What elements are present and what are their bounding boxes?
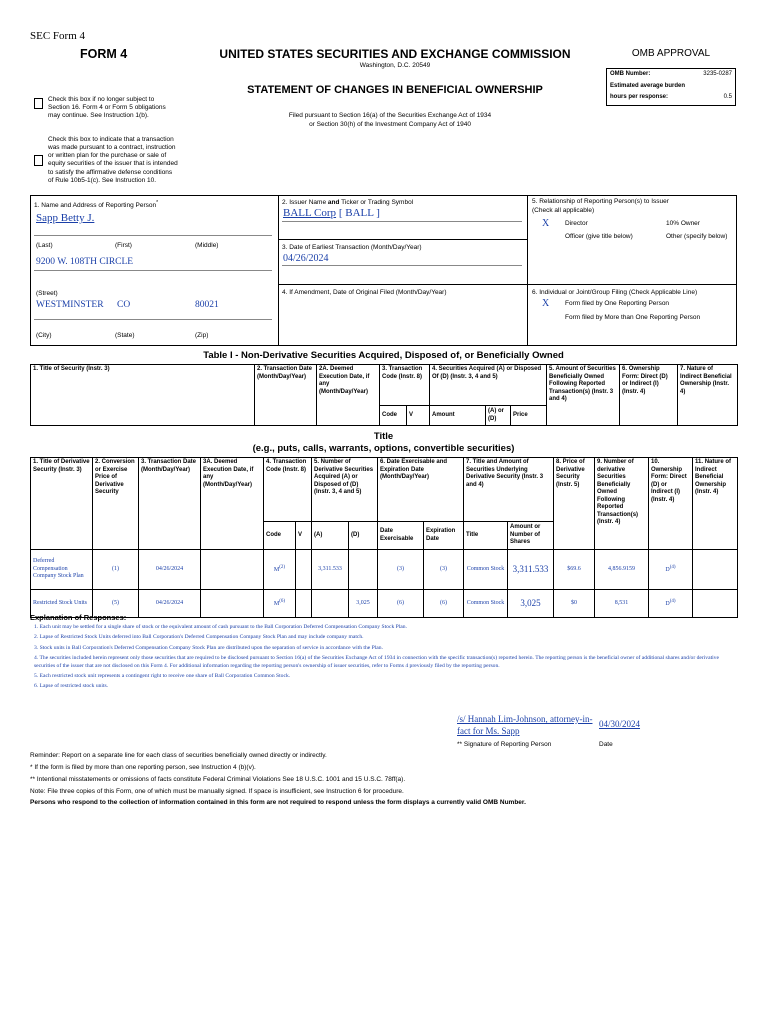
t2-h-underlying: 7. Title and Amount of Securities Underlying Derivative Security (Instr. 3 and 4) (464, 458, 554, 522)
t2-h-price: 8. Price of Derivative Security (Instr. 5) (554, 458, 595, 550)
agency-city: Washington, D.C. 20549 (359, 62, 431, 69)
t2-h-date: 3. Transaction Date (Month/Day/Year) (139, 458, 201, 550)
t1-h-code-sub: Code (380, 406, 407, 426)
t1-h-v: V (407, 406, 430, 426)
table2-title: Title (373, 431, 394, 442)
ten-percent-label: 10% Owner (666, 220, 700, 227)
t2-r0-price: $69.6 (554, 550, 595, 590)
t1-h-code: 3. Transaction Code (Instr. 8) (380, 365, 430, 406)
t2-r0-date: 04/26/2024 (139, 550, 201, 590)
filing-more-label: Form filed by More than One Reporting Person (565, 314, 701, 321)
footnote-star1: * If the form is filed by more than one reporting person, see Instruction 4 (b)(v). (30, 764, 256, 771)
t1-h-date: 2. Transaction Date (Month/Day/Year) (255, 365, 317, 426)
note: Note: File three copies of this Form, one of which must be manually signed. If space is insufficient, see Instruction 6 for procedure. (30, 788, 404, 795)
agency-name: UNITED STATES SECURITIES AND EXCHANGE COMMISSION (219, 47, 571, 61)
t2-r1-nature (693, 590, 738, 618)
t2-h-deemed: 3A. Deemed Execution Date, if any (Month/Day/Year) (201, 458, 264, 550)
t2-r1-exercisable: (6) (378, 590, 424, 618)
t1-h-amount-owned: 5. Amount of Securities Beneficially Owned Following Reported Transaction(s) (Instr. 3 and 4) (547, 365, 620, 426)
city-value: WESTMINSTER (36, 300, 104, 310)
relationship-sublabel: (Check all applicable) (532, 207, 595, 214)
state-label: (State) (115, 332, 135, 339)
director-mark[interactable]: X (542, 218, 550, 229)
last-label: (Last) (36, 242, 53, 249)
t2-r1-expiration: (6) (424, 590, 464, 618)
table2-subtitle: (e.g., puts, calls, warrants, options, convertible securities) (252, 443, 515, 454)
t2-h-v: V (296, 522, 312, 550)
omb-hours-value: 0.5 (723, 94, 732, 100)
omb-number-label: OMB Number: (610, 71, 651, 77)
t2-h-number: 5. Number of Derivative Securities Acquired (A) or Disposed of (D) (Instr. 3, 4 and 5) (312, 458, 378, 522)
footnote-2: 2. Lapse of Restricted Stock Units deferred into Ball Corporation's Deferred Compensation Company Stock Plan and may include company match. (34, 634, 364, 641)
t2-h-conversion: 2. Conversion or Exercise Price of Derivative Security (93, 458, 139, 550)
t2-r1-owned: 8,531 (595, 590, 649, 618)
omb-notice: Persons who respond to the collection of information contained in this form are not required to respond unless the form displays a currently valid OMB Number. (30, 799, 526, 806)
amendment-label: 4. If Amendment, Date of Original Filed (Month/Day/Year) (282, 289, 447, 296)
relationship-label: 5. Relationship of Reporting Person(s) to Issuer (532, 198, 669, 205)
t2-r0-nature (693, 550, 738, 590)
street-label: (Street) (36, 290, 58, 297)
t1-h-amount: Amount (430, 406, 486, 426)
footnote-star2: ** Intentional misstatements or omissions of facts constitute Federal Criminal Violations See 18 U.S.C. 1001 and 15 U.S.C. 78ff(a). (30, 776, 406, 783)
omb-burden-label: Estimated average burden (610, 83, 686, 89)
reporting-person-name: Sapp Betty J. (36, 212, 95, 224)
t2-h-code-sub: Code (264, 522, 296, 550)
filing-one-mark[interactable]: X (542, 298, 550, 309)
t1-h-title: 1. Title of Security (Instr. 3) (31, 365, 255, 426)
t2-r0-code: $M^{(2)}$ (264, 550, 296, 590)
t2-r1-conversion: (5) (93, 590, 139, 618)
filed-pursuant-2: or Section 30(h) of the Investment Company Act of 1940 (309, 121, 471, 128)
t2-h-nature: 11. Nature of Indirect Beneficial Ownership (Instr. 4) (693, 458, 738, 550)
t2-h-expiration: Expiration Date (424, 522, 464, 550)
signature-label: ** Signature of Reporting Person (457, 741, 552, 748)
footnote-1: 1. Each unit may be settled for a single share of stock or the equivalent amount of cash pursuant to the Ball Corporation Deferred Compensation Company Stock Plan. (34, 624, 407, 630)
t2-r0-d (349, 550, 378, 590)
t1-h-acquired: 4. Securities Acquired (A) or Disposed Of (D) (Instr. 3, 4 and 5) (430, 365, 547, 406)
reporting-person-label: 1. Name and Address of Reporting Person* (34, 200, 159, 210)
t2-r0-v (296, 550, 312, 590)
table1 (30, 364, 738, 426)
street-address: 9200 W. 108TH CIRCLE (36, 257, 134, 267)
t2-r1-form: $D^{(4)}$ (649, 590, 693, 618)
table-row (31, 590, 738, 618)
t2-h-amount-shares: Amount or Number of Shares (508, 522, 554, 550)
t2-r1-amount: 3,025 (508, 590, 554, 618)
issuer-label: 2. Issuer Name and Ticker or Trading Symbol (282, 199, 414, 206)
footnote-3: 3. Stock units in Ball Corporation's Deferred Compensation Company Stock Plan are distributed upon the separation of service in accordance with the Plan. (34, 644, 383, 651)
no-longer-subject-label: Check this box if no longer subject to Section 16. Form 4 or Form 5 obligations may continue. See Instruction 1(b). (48, 96, 166, 120)
signature-value: /s/ Hannah Lim-Johnson, attorney-in-fact for Ms. Sapp (457, 714, 593, 737)
zip-value: 80021 (195, 300, 219, 310)
t2-r1-deemed (201, 590, 264, 618)
zip-label: (Zip) (195, 332, 209, 339)
reminder: Reminder: Report on a separate line for each class of securities beneficially owned directly or indirectly. (30, 752, 327, 759)
t2-r0-conversion: (1) (93, 550, 139, 590)
t2-r1-title: Common Stock (464, 590, 508, 618)
date-label: Date (599, 741, 613, 748)
t2-r0-form: $D^{(4)}$ (649, 550, 693, 590)
t2-r0-deemed (201, 550, 264, 590)
state-value: CO (117, 300, 131, 310)
t2-h-title-sub: Title (464, 522, 508, 550)
issuer-ticker: BALL (345, 207, 374, 219)
t2-r1-date: 04/26/2024 (139, 590, 201, 618)
t1-h-deemed: 2A. Deemed Execution Date, if any (Month/Day/Year) (317, 365, 380, 426)
explanation-title: Explanation of Responses: (30, 613, 127, 622)
city-label: (City) (36, 332, 52, 339)
explanation-list (34, 624, 734, 691)
t2-h-ownership: 10. Ownership Form: Direct (D) or Indirect (I) (Instr. 4) (649, 458, 693, 550)
t2-r1-d: 3,025 (349, 590, 378, 618)
table2 (30, 457, 738, 618)
earliest-date-value: 04/26/2024 (283, 253, 329, 264)
filed-pursuant-1: Filed pursuant to Section 16(a) of the Securities Exchange Act of 1934 (288, 112, 492, 119)
t2-r1-security: Restricted Stock Units (31, 590, 93, 618)
footnote-6: 6. Lapse of restricted stock units. (34, 683, 109, 690)
t2-r1-price: $0 (554, 590, 595, 618)
officer-label: Officer (give title below) (565, 233, 633, 240)
director-label: Director (565, 220, 588, 227)
table-row (31, 550, 738, 590)
t2-h-owned: 9. Number of derivative Securities Beneficially Owned Following Reported Transaction(s) (Instr. 4) (595, 458, 649, 550)
footnote-5: 5. Each restricted stock unit represents a contingent right to receive one share of Ball Corporation Common Stock. (34, 673, 291, 680)
t2-h-a: (A) (312, 522, 349, 550)
t2-h-exercisable: 6. Date Exercisable and Expiration Date (Month/Day/Year) (378, 458, 464, 522)
table1-title: Table I - Non-Derivative Securities Acquired, Disposed of, or Beneficially Owned (203, 350, 564, 361)
middle-label: (Middle) (195, 242, 219, 249)
t2-h-code: 4. Transaction Code (Instr. 8) (264, 458, 312, 522)
t2-r1-code: $M^{(6)}$ (264, 590, 296, 618)
t2-r1-a (312, 590, 349, 618)
rule-10b5-label: Check this box to indicate that a transaction was made pursuant to a contract, instruction or written plan for the purchase or sale of equity securities of the issuer that is intended to satisfy the affirmative defense conditions of Rule 10b5-1(c). See Instruction 10. (48, 136, 178, 184)
sec-form-label: SEC Form 4 (30, 30, 86, 42)
signature-date: 04/30/2024 (599, 719, 641, 729)
t2-r0-expiration: (3) (424, 550, 464, 590)
omb-title: OMB APPROVAL (631, 48, 711, 59)
t2-r0-amount: 3,311.533 (508, 550, 554, 590)
form-title: FORM 4 (80, 47, 128, 61)
footnote-4: 4. The securities included herein represent only those securities that are required to be disclosed pursuant to Section 16(a) of the Securities Exchange Act of 1934 in connection with the specific transaction(s) reported herein. The reporting person is the beneficial owner of additional shares and/or derivative securities of the issuer that are not disclosed on this Form 4. For additional information regarding the reporting person's ownership of issuer securities, refer to Forms 4 previously filed by the reporting person. (34, 655, 719, 669)
t1-h-ownership: 6. Ownership Form: Direct (D) or Indirect (I) (Instr. 4) (620, 365, 678, 426)
other-label: Other (specify below) (666, 233, 728, 240)
first-label: (First) (115, 242, 132, 249)
issuer-name-ticker: BALL Corp [ BALL ] (283, 207, 380, 219)
omb-hours-label: hours per response: (610, 94, 669, 100)
t1-h-price: Price (511, 406, 547, 426)
t2-r1-v (296, 590, 312, 618)
t2-r0-owned: 4,856.9159 (595, 550, 649, 590)
filing-label: 6. Individual or Joint/Group Filing (Check Applicable Line) (532, 289, 698, 296)
t2-h-date-exercisable: Date Exercisable (378, 522, 424, 550)
t2-r0-a: 3,311.533 (312, 550, 349, 590)
rule-10b5-checkbox[interactable] (34, 155, 43, 166)
omb-number-value: 3235-0287 (703, 71, 732, 77)
statement-title: STATEMENT OF CHANGES IN BENEFICIAL OWNERSHIP (247, 84, 543, 96)
filing-one-label: Form filed by One Reporting Person (565, 300, 670, 307)
t2-h-title: 1. Title of Derivative Security (Instr. 3) (31, 458, 93, 550)
no-longer-subject-checkbox[interactable] (34, 98, 43, 109)
t1-h-nature: 7. Nature of Indirect Beneficial Ownership (Instr. 4) (678, 365, 738, 426)
t2-r0-exercisable: (3) (378, 550, 424, 590)
t2-r0-title: Common Stock (464, 550, 508, 590)
issuer-name: BALL Corp (283, 207, 337, 219)
t2-h-d: (D) (349, 522, 378, 550)
earliest-date-label: 3. Date of Earliest Transaction (Month/Day/Year) (282, 244, 422, 251)
t1-h-aord: (A) or (D) (486, 406, 511, 426)
t2-r0-security: Deferred Compensation Company Stock Plan (31, 550, 93, 590)
